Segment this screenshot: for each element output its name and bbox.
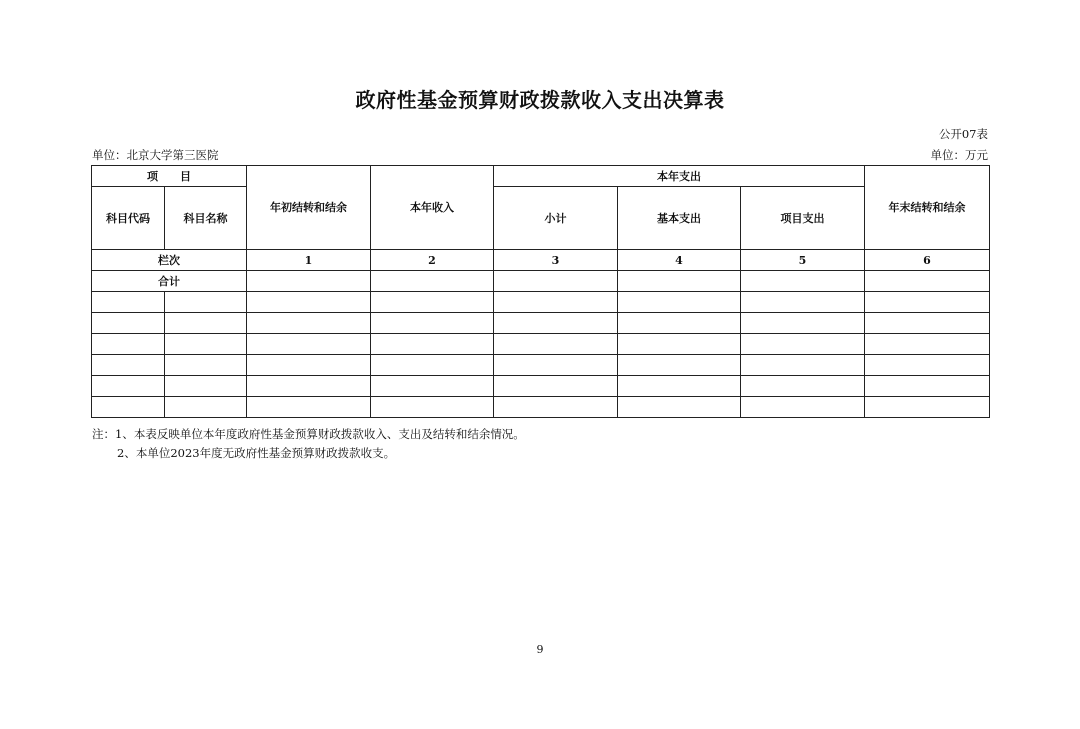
table-cell	[92, 292, 165, 313]
organization-unit: 单位：北京大学第三医院	[92, 148, 219, 162]
table-cell	[247, 313, 371, 334]
note-2: 2、本单位2023年度无政府性基金预算财政拨款收支。	[117, 446, 396, 460]
form-number: 公开07表	[938, 127, 988, 141]
table-cell	[618, 355, 741, 376]
table-cell	[741, 271, 865, 292]
table-cell	[865, 376, 990, 397]
currency-unit: 单位：万元	[930, 148, 988, 162]
table-cell	[494, 334, 618, 355]
table-cell	[92, 376, 165, 397]
total-row	[92, 271, 990, 292]
table-cell	[494, 313, 618, 334]
table-cell	[165, 313, 247, 334]
header-project: 项目支出	[741, 187, 865, 250]
total-label: 合计	[92, 271, 247, 292]
table-cell	[741, 334, 865, 355]
header-end-balance: 年末结转和结余	[865, 166, 990, 250]
table-cell	[618, 334, 741, 355]
table-cell	[92, 355, 165, 376]
table-cell	[371, 334, 494, 355]
table-cell	[494, 376, 618, 397]
table-cell	[92, 334, 165, 355]
table-cell	[371, 355, 494, 376]
table-cell	[494, 271, 618, 292]
table-cell	[865, 334, 990, 355]
table-cell	[741, 355, 865, 376]
table-cell	[92, 397, 165, 418]
table-cell	[247, 397, 371, 418]
table-cell	[865, 355, 990, 376]
table-cell	[865, 292, 990, 313]
column-number: 2	[371, 250, 494, 271]
column-number: 6	[865, 250, 990, 271]
table-row	[92, 292, 990, 313]
table-cell	[371, 292, 494, 313]
table-cell	[618, 376, 741, 397]
note-1: 注：1、本表反映单位本年度政府性基金预算财政拨款收入、支出及结转和结余情况。	[92, 427, 525, 441]
header-basic: 基本支出	[618, 187, 741, 250]
fund-budget-table	[91, 165, 990, 418]
table-cell	[618, 271, 741, 292]
page-title: 政府性基金预算财政拨款收入支出决算表	[355, 88, 725, 112]
header-expense-group: 本年支出	[494, 166, 865, 187]
column-number: 5	[741, 250, 865, 271]
header-income: 本年收入	[371, 166, 494, 250]
table-cell	[494, 292, 618, 313]
header-code: 科目代码	[92, 187, 165, 250]
table-cell	[247, 334, 371, 355]
table-cell	[494, 397, 618, 418]
row-index-label: 栏次	[92, 250, 247, 271]
table-cell	[741, 397, 865, 418]
table-row	[92, 313, 990, 334]
header-row-2	[92, 187, 990, 250]
column-index-row	[92, 250, 990, 271]
table-row	[92, 334, 990, 355]
table-cell	[618, 397, 741, 418]
column-number: 3	[494, 250, 618, 271]
table-cell	[247, 292, 371, 313]
table-cell	[741, 292, 865, 313]
table-cell	[247, 271, 371, 292]
header-subtotal: 小计	[494, 187, 618, 250]
table-cell	[865, 313, 990, 334]
header-begin-balance: 年初结转和结余	[247, 166, 371, 250]
notes	[92, 425, 525, 463]
table-row	[92, 376, 990, 397]
table-cell	[494, 355, 618, 376]
table-cell	[92, 313, 165, 334]
table-cell	[618, 313, 741, 334]
table-cell	[371, 397, 494, 418]
table-cell	[865, 271, 990, 292]
column-number: 1	[247, 250, 371, 271]
table-cell	[618, 292, 741, 313]
table-cell	[865, 397, 990, 418]
page-number: 9	[536, 643, 544, 656]
header-name: 科目名称	[165, 187, 247, 250]
header-row-1	[92, 166, 990, 187]
table-row	[92, 397, 990, 418]
table-cell	[247, 376, 371, 397]
table-cell	[165, 376, 247, 397]
table-row	[92, 355, 990, 376]
table-cell	[165, 292, 247, 313]
table-cell	[165, 397, 247, 418]
table-cell	[741, 376, 865, 397]
table-cell	[247, 355, 371, 376]
table-cell	[165, 355, 247, 376]
header-item: 项 目	[92, 166, 247, 187]
column-number: 4	[618, 250, 741, 271]
table-cell	[165, 334, 247, 355]
table-cell	[741, 313, 865, 334]
table-cell	[371, 376, 494, 397]
table-cell	[371, 313, 494, 334]
table-cell	[371, 271, 494, 292]
